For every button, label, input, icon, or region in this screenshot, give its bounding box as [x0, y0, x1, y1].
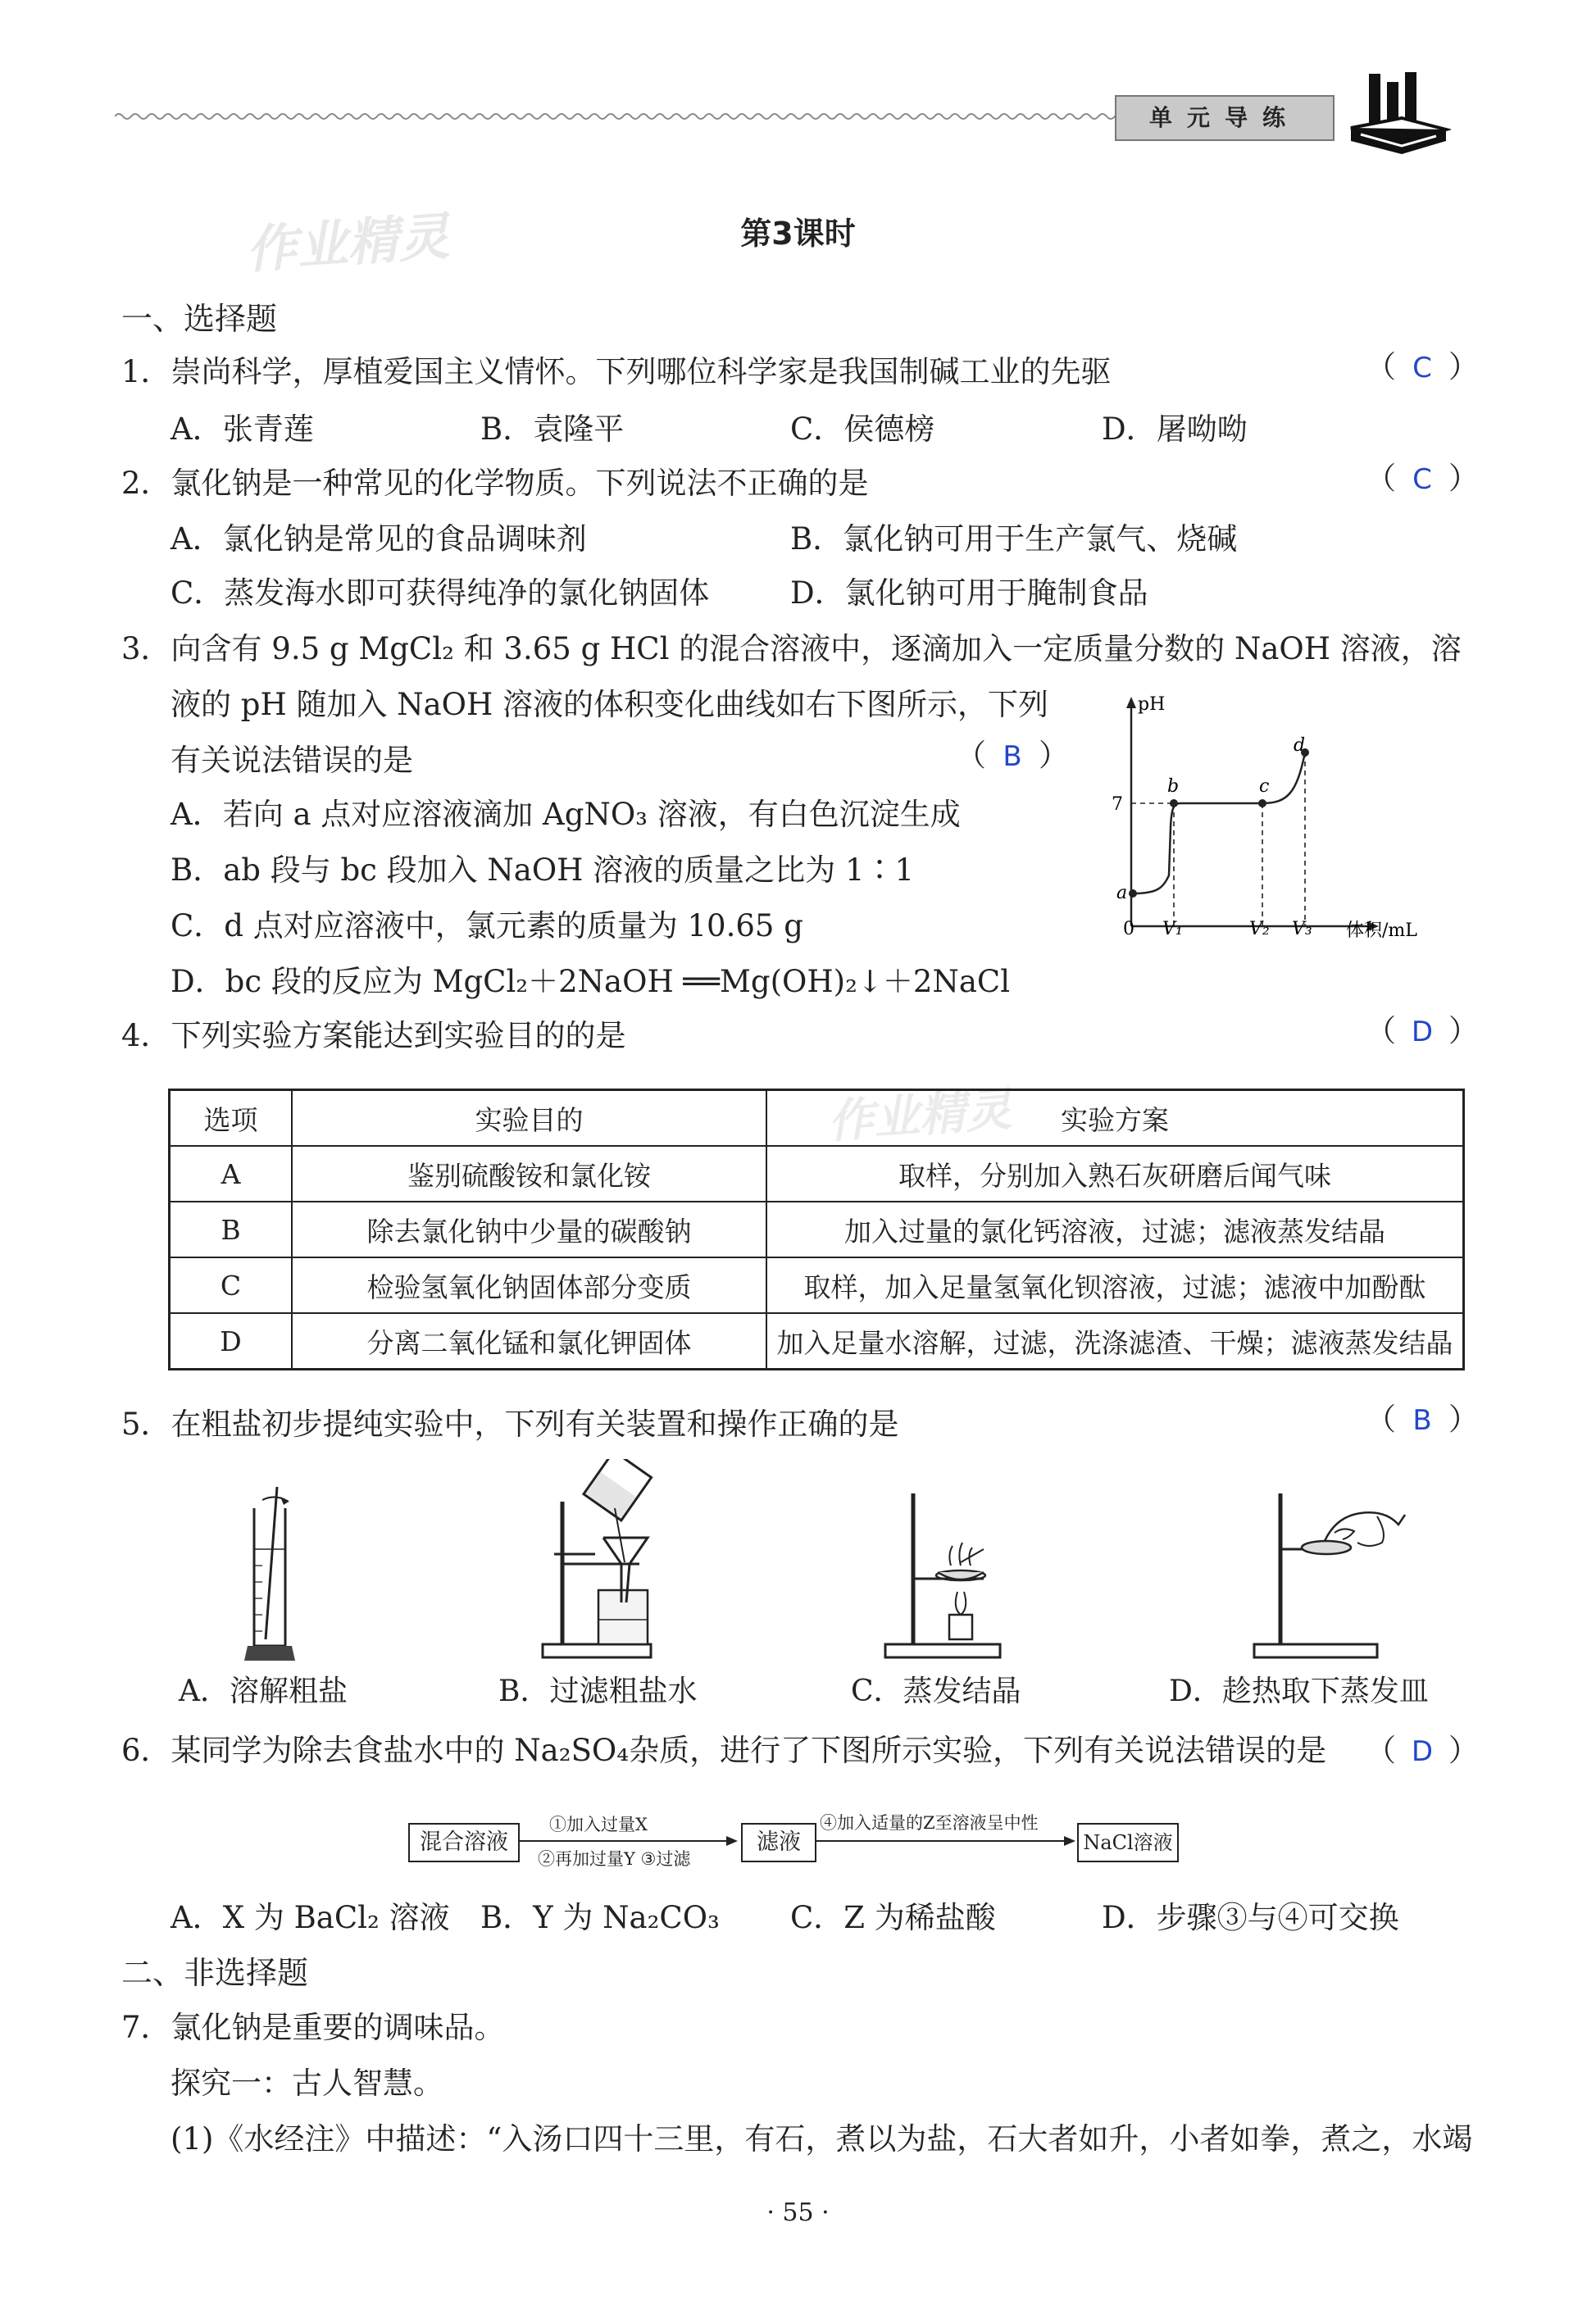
graph-point-b: b: [1167, 776, 1180, 797]
watermark: 作业精灵: [243, 206, 452, 280]
table-cell: 加入过量的氯化钙溶液，过滤；滤液蒸发结晶: [766, 1202, 1464, 1257]
q3-option-a: A．若向 a 点对应溶液滴加 AgNO₃ 溶液，有白色沉淀生成: [171, 797, 961, 832]
q5-stem: 5．在粗盐初步提纯实验中，下列有关装置和操作正确的是: [121, 1407, 899, 1442]
graph-v2: V₂: [1249, 919, 1270, 939]
page-number: · 55 ·: [766, 2198, 830, 2227]
q1-option-a: A．张青莲: [171, 411, 314, 447]
table-cell: C: [170, 1257, 293, 1313]
header-wavy-rule: [115, 105, 1131, 130]
flow-arrow-1: [518, 1833, 739, 1849]
table-cell: 加入足量水溶解，过滤，洗涤滤渣、干燥；滤液蒸发结晶: [766, 1313, 1464, 1370]
table-cell: 取样，分别加入熟石灰研磨后闻气味: [766, 1146, 1464, 1202]
watermark-2: 作业精灵: [825, 1083, 1013, 1149]
q2-stem: 2．氯化钠是一种常见的化学物质。下列说法不正确的是: [121, 466, 869, 501]
table-cell: A: [170, 1146, 293, 1202]
table-header-row: [170, 1090, 1464, 1147]
flow-box-filtrate: 滤液: [741, 1823, 816, 1862]
q2-option-a: A．氯化钠是常见的食品调味剂: [171, 521, 587, 557]
flow-arrow-2: [815, 1833, 1077, 1849]
table-cell: B: [170, 1202, 293, 1257]
q6-stem: 6．某同学为除去食盐水中的 Na₂SO₄杂质，进行了下图所示实验，下列有关说法错误的是: [121, 1733, 1327, 1768]
q7-sub2: (1)《水经注》中描述：“入汤口四十三里，有石，煮以为盐，石大者如升，小者如拳，煮之，水竭: [171, 2121, 1473, 2157]
flow-box-mixed-solution: 混合溶液: [408, 1823, 520, 1862]
book-icon: [1344, 70, 1451, 161]
q4-answer: （ D ）: [1366, 1013, 1479, 1048]
q5-option-c: C．蒸发结晶: [851, 1675, 1021, 1708]
q6-answer: （ D ）: [1366, 1733, 1479, 1768]
table-row: [170, 1313, 1464, 1370]
graph-y7: 7: [1112, 794, 1123, 815]
q3-option-b: B．ab 段与 bc 段加入 NaOH 溶液的质量之比为 1∶1: [171, 852, 915, 888]
table-cell: 取样，加入足量氢氧化钡溶液，过滤；滤液中加酚酞: [766, 1257, 1464, 1313]
table-header: 实验方案: [766, 1090, 1464, 1147]
q5-answer: （ B ）: [1366, 1402, 1479, 1437]
q6-option-b: B．Y 为 Na₂CO₃: [480, 1900, 720, 1935]
evaporation-setup-icon: [877, 1484, 1041, 1664]
q1-option-b: B．袁隆平: [480, 411, 625, 447]
q5-option-b: B．过滤粗盐水: [498, 1675, 698, 1708]
graph-v3: V₃: [1292, 919, 1312, 939]
q2-option-d: D．氯化钠可用于腌制食品: [790, 575, 1148, 611]
graduated-cylinder-icon: [230, 1484, 320, 1672]
graph-v1: V₁: [1162, 919, 1183, 939]
q2-option-c: C．蒸发海水即可获得纯净的氯化钠固体: [171, 575, 710, 611]
q6-option-d: D．步骤③与④可交换: [1102, 1900, 1399, 1935]
table-header: 实验目的: [292, 1090, 766, 1147]
experiment-table: [168, 1089, 1465, 1370]
table-cell: 分离二氧化锰和氯化钾固体: [292, 1313, 766, 1370]
lesson-title: 第3课时: [740, 216, 856, 252]
q3-stem-line1: 3．向含有 9.5 g MgCl₂ 和 3.65 g HCl 的混合溶液中，逐滴加入一定质量分数的 NaOH 溶液，溶: [121, 631, 1462, 666]
filtration-setup-icon: [533, 1459, 697, 1664]
graph-origin: 0: [1123, 919, 1134, 939]
q1-option-d: D．屠呦呦: [1102, 411, 1248, 447]
q1-option-c: C．侯德榜: [790, 411, 935, 447]
table-row: [170, 1202, 1464, 1257]
q2-option-b: B．氯化钠可用于生产氯气、烧碱: [790, 521, 1238, 557]
table-header: 选项: [170, 1090, 293, 1147]
q5-option-a: A．溶解粗盐: [179, 1675, 348, 1708]
flow-step-1: ①加入过量X: [549, 1815, 648, 1834]
graph-point-c: c: [1259, 776, 1270, 797]
table-cell: D: [170, 1313, 293, 1370]
graph-xlabel: 体积/mL: [1346, 920, 1417, 941]
q3-option-c: C．d 点对应溶液中，氯元素的质量为 10.65 g: [171, 908, 803, 943]
section-nonchoice: 二、非选择题: [121, 1955, 309, 1991]
ph-volume-graph: [1098, 689, 1443, 951]
table-cell: 鉴别硫酸铵和氯化铵: [292, 1146, 766, 1202]
table-cell: 除去氯化钠中少量的碳酸钠: [292, 1202, 766, 1257]
table-row: [170, 1257, 1464, 1313]
graph-point-d: d: [1294, 735, 1306, 756]
flow-box-nacl-solution: NaCl溶液: [1077, 1823, 1179, 1862]
section-choice: 一、选择题: [121, 301, 278, 337]
q3-option-d: D．bc 段的反应为 MgCl₂＋2NaOH ══Mg(OH)₂↓＋2NaCl: [171, 964, 1011, 999]
table-cell: 检验氢氧化钠固体部分变质: [292, 1257, 766, 1313]
q1-answer: （ C ）: [1366, 349, 1479, 384]
flow-step-3: ④加入适量的Z至溶液呈中性: [820, 1813, 1039, 1833]
q3-answer: （ B ）: [956, 738, 1069, 773]
q2-answer: （ C ）: [1366, 461, 1479, 496]
q1-stem: 1．崇尚科学，厚植爱国主义情怀。下列哪位科学家是我国制碱工业的先驱: [121, 354, 1112, 389]
graph-ylabel: pH: [1138, 694, 1166, 715]
q6-option-c: C．Z 为稀盐酸: [790, 1900, 996, 1935]
q7-stem: 7．氯化钠是重要的调味品。: [121, 2010, 505, 2045]
header-badge: 单元导练: [1115, 95, 1335, 141]
hand-removing-dish-icon: [1246, 1484, 1426, 1664]
q6-option-a: A．X 为 BaCl₂ 溶液: [171, 1900, 450, 1935]
q7-sub1: 探究一：古人智慧。: [171, 2066, 443, 2101]
q5-option-d: D．趁热取下蒸发皿: [1169, 1675, 1429, 1708]
graph-point-a: a: [1116, 883, 1128, 903]
q3-stem-line3: 有关说法错误的是: [171, 743, 413, 778]
q4-stem: 4．下列实验方案能达到实验目的的是: [121, 1018, 626, 1053]
flow-step-2: ②再加过量Y ③过滤: [538, 1849, 691, 1869]
table-row: [170, 1146, 1464, 1202]
q3-stem-line2: 液的 pH 随加入 NaOH 溶液的体积变化曲线如右下图所示，下列: [171, 687, 1049, 722]
